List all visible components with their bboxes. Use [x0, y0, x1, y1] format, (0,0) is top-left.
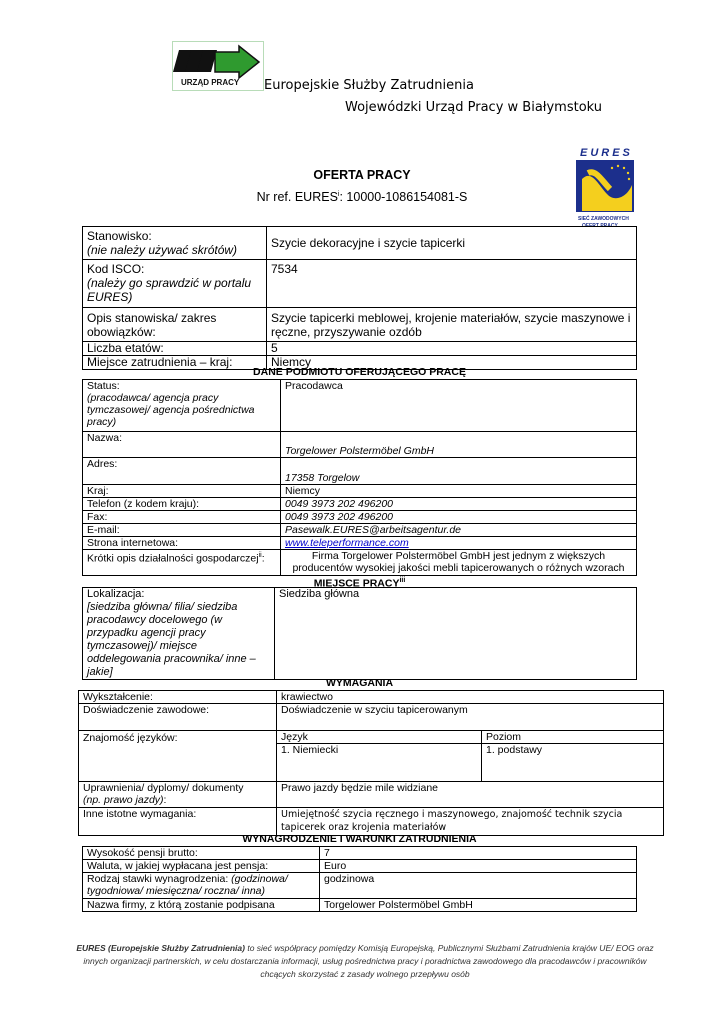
table-row — [83, 537, 637, 550]
languages-label: Znajomość języków: — [79, 731, 277, 782]
employer-table — [82, 379, 637, 576]
isco-note: (należy go sprawdzić w portalu EURES) — [87, 276, 252, 304]
employer-section-title: DANE PODMIOTU OFERUJĄCEGO PRACĘ — [253, 366, 466, 378]
workplace-section-sup: iii — [399, 577, 406, 584]
table-row — [83, 260, 637, 308]
licenses-value: Prawo jazdy będzie mile widziane — [277, 782, 664, 808]
table-row — [83, 498, 637, 511]
table-row — [83, 860, 637, 873]
rate-label-cell — [83, 873, 320, 899]
status-label: Status: — [87, 380, 120, 392]
rate-value: godzinowa — [320, 873, 637, 899]
experience-label: Doświadczenie zawodowe: — [79, 704, 277, 731]
position-label: Stanowisko: — [87, 229, 152, 243]
other-label: Inne istotne wymagania: — [79, 808, 277, 836]
table-row — [79, 808, 664, 836]
table-row — [83, 899, 637, 912]
table-row — [79, 691, 664, 704]
website-label: Strona internetowa: — [83, 537, 281, 550]
eures-logo-sub1: SIEĆ ZAWODOWYCH — [578, 216, 629, 222]
urzad-pracy-logo — [172, 41, 264, 91]
table-row — [83, 588, 637, 680]
location-note: [siedziba główna/ filia/ siedziba pracodawcy docelowego (w przypadku agencji pracy tymczasowej)/ miejsce oddelegowania pracownika/ inne – jakie] — [87, 601, 256, 678]
location-value: Siedziba główna — [275, 588, 637, 680]
currency-label: Waluta, w jakiej wypłacana jest pensja: — [83, 860, 320, 873]
ref-label: Nr ref. EURES — [256, 190, 338, 204]
org-office: Wojewódzki Urząd Pracy w Białymstoku — [345, 100, 603, 115]
level-value: 1. podstawy — [482, 744, 664, 782]
workplace-section-label: MIEJSCE PRACY — [313, 577, 400, 590]
job-table — [82, 226, 637, 370]
company-label: Nazwa firmy, z którą zostanie podpisana — [83, 899, 320, 912]
salary-table — [82, 846, 637, 912]
table-row — [79, 731, 664, 744]
address-value: 17358 Torgelow — [281, 458, 637, 485]
education-value: krawiectwo — [277, 691, 664, 704]
table-row — [83, 485, 637, 498]
fax-value: 0049 3973 202 496200 — [281, 511, 637, 524]
requirements-section-title: WYMAGANIA — [325, 677, 394, 689]
status-label-cell — [83, 380, 281, 432]
employer-country-label: Kraj: — [83, 485, 281, 498]
table-row — [83, 458, 637, 485]
licenses-note: (np. prawo jazdy) — [83, 794, 164, 806]
level-column-header: Poziom — [482, 731, 664, 744]
phone-value: 0049 3973 202 496200 — [281, 498, 637, 511]
location-label-cell — [83, 588, 275, 680]
table-row — [83, 342, 637, 356]
email-label: E-mail: — [83, 524, 281, 537]
licenses-label-cell: Uprawnienia/ dyplomy/ dokumenty (np. prawo jazdy): — [79, 782, 277, 808]
salary-section-title: WYNAGRODZENIE I WARUNKI ZATRUDNIENIA — [242, 833, 477, 845]
employer-name-value: Torgelower Polstermöbel GmbH — [281, 432, 637, 458]
activity-value: Firma Torgelower Polstermöbel GmbH jest jednym z większych producentów wysokiej jakości mebli tapicerowanych o różnych wzorach — [281, 550, 637, 576]
footer-bold: EURES (Europejskie Służby Zatrudnienia) — [76, 943, 245, 953]
activity-label-cell: Krótki opis działalności gospodarczej$^{ii}$: — [83, 550, 281, 576]
table-row — [83, 511, 637, 524]
licenses-label: Uprawnienia/ dyplomy/ dokumenty — [83, 782, 244, 794]
eures-logo — [574, 145, 640, 231]
currency-value: Euro — [320, 860, 637, 873]
language-value: 1. Niemiecki — [277, 744, 482, 782]
duties-label: Opis stanowiska/ zakres obowiązków: — [83, 308, 267, 342]
isco-value: 7534 — [267, 260, 637, 308]
footer-note — [70, 942, 660, 981]
positions-label: Liczba etatów: — [83, 342, 267, 356]
email-value[interactable]: Pasewalk.EURES@arbeitsagentur.de — [281, 524, 637, 537]
eures-logo-sub2: OFERT PRACY — [582, 223, 618, 229]
status-value: Pracodawca — [281, 380, 637, 432]
table-row — [83, 308, 637, 342]
ref-sup: i — [337, 190, 340, 198]
activity-sup: ii — [258, 552, 262, 559]
logo-text: URZĄD PRACY — [181, 78, 240, 87]
salary-amount-label: Wysokość pensji brutto: — [83, 847, 320, 860]
employer-country-value: Niemcy — [281, 485, 637, 498]
page-title: OFERTA PRACY — [313, 168, 411, 182]
phone-label: Telefon (z kodem kraju): — [83, 498, 281, 511]
salary-amount-value: 7 — [320, 847, 637, 860]
website-link[interactable]: www.teleperformance.com — [285, 537, 409, 549]
language-column-header: Język — [277, 731, 482, 744]
urzad-pracy-logo-icon — [173, 42, 263, 90]
employer-name-label: Nazwa: — [83, 432, 281, 458]
website-cell — [281, 537, 637, 550]
positions-value: 5 — [267, 342, 637, 356]
isco-label-cell — [83, 260, 267, 308]
requirements-table — [78, 690, 664, 836]
position-label-cell — [83, 227, 267, 260]
ref-value: : 10000-1086154081-S — [339, 190, 468, 204]
reference-number — [0, 190, 724, 204]
experience-value: Doświadczenie w szyciu tapicerowanym — [277, 704, 664, 731]
isco-label: Kod ISCO: — [87, 262, 145, 276]
status-note: (pracodawca/ agencja pracy tymczasowej/ agencja pośrednictwa pracy) — [87, 392, 255, 428]
company-value: Torgelower Polstermöbel GmbH — [320, 899, 637, 912]
address-label: Adres: — [83, 458, 281, 485]
table-row — [83, 847, 637, 860]
activity-label: Krótki opis działalności gospodarczej — [87, 552, 259, 565]
footer-text: to sieć współpracy pomiędzy Komisją Europejską, Publicznymi Służbami Zatrudnienia krajów UE/ EOG oraz innych organizacji partnerskich, w celu dostarczania informacji, usług pośrednictwa pracy i poradnictwa zawodowego dla pracodawców i pracowników chcących skorzystać z zasady wolnego przepływu osób — [83, 943, 654, 979]
table-row — [83, 432, 637, 458]
table-row — [79, 782, 664, 808]
table-row — [83, 873, 637, 899]
position-value: Szycie dekoracyjne i szycie tapicerki — [267, 227, 637, 260]
workplace-table — [82, 587, 637, 680]
table-row — [83, 550, 637, 576]
other-value: Umiejętność szycia ręcznego i maszynowego, znajomość technik szycia tapicerek oraz krojenia materiałów — [277, 808, 664, 836]
table-row — [83, 524, 637, 537]
table-row — [83, 227, 637, 260]
work-country-label: Miejsce zatrudnienia – kraj: — [83, 356, 267, 370]
eures-logo-text: EURES — [580, 147, 633, 159]
location-label: Lokalizacja: — [87, 588, 145, 600]
rate-label: Rodzaj stawki wynagrodzenia: — [87, 873, 229, 885]
eures-logo-icon — [574, 145, 640, 231]
position-note: (nie należy używać skrótów) — [87, 243, 238, 257]
org-name: Europejskie Służby Zatrudnienia — [264, 78, 474, 93]
rate-note: (godzinowa/ tygodniowa/ miesięczna/ roczna/ inna) — [87, 873, 288, 897]
fax-label: Fax: — [83, 511, 281, 524]
work-country-value: Niemcy — [267, 356, 637, 370]
table-row — [79, 704, 664, 731]
table-row — [83, 380, 637, 432]
duties-value: Szycie tapicerki meblowej, krojenie materiałów, szycie maszynowe i ręczne, przyszywanie ozdób — [267, 308, 637, 342]
education-label: Wykształcenie: — [79, 691, 277, 704]
